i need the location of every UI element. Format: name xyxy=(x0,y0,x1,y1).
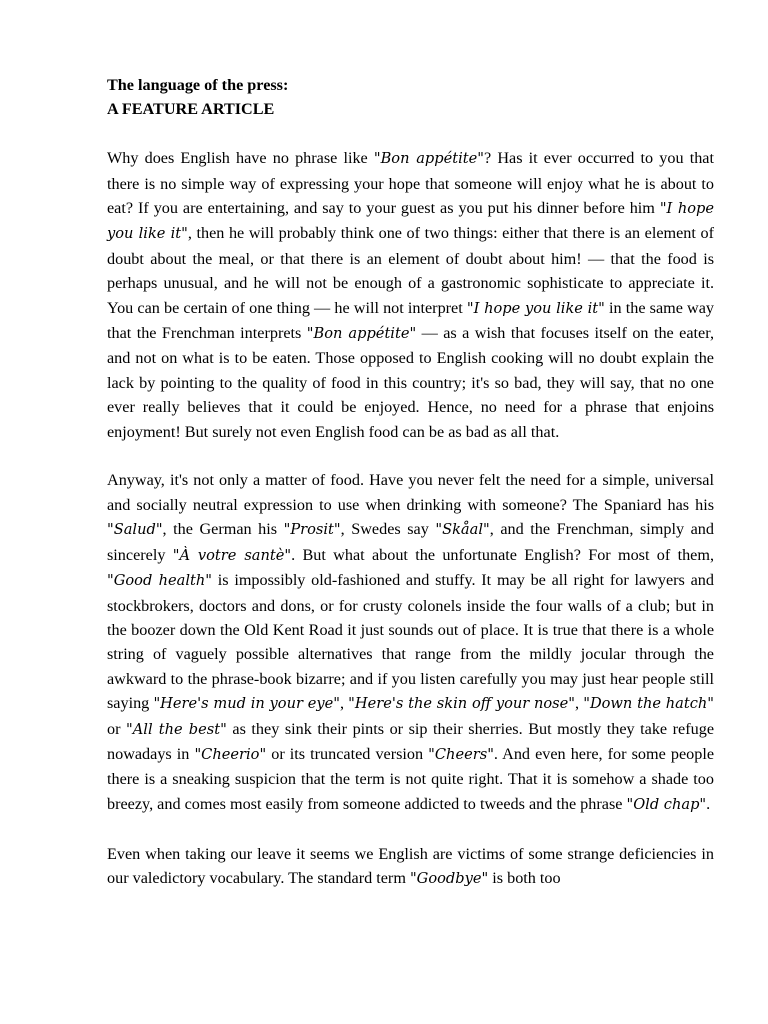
quoted-phrase: "Bon appétite" xyxy=(373,150,484,168)
heading-line-2: A FEATURE ARTICLE xyxy=(107,100,275,119)
quoted-phrase: "À votre santè" xyxy=(172,546,292,564)
quoted-phrase: "Cheers" xyxy=(428,745,494,763)
quoted-phrase: "Cheerio" xyxy=(194,745,267,763)
quoted-phrase: "Goodbye" xyxy=(409,869,489,887)
paragraph-text: , and the Frenchman, simply and sincerely xyxy=(107,520,714,564)
article-paragraph xyxy=(107,842,714,892)
paragraph-text: Why does English have no phrase like xyxy=(107,149,374,168)
paragraph-text: . xyxy=(706,794,711,813)
quoted-phrase: "I hope you like it" xyxy=(466,299,605,317)
paragraph-text: , the German his xyxy=(162,520,284,539)
article-paragraph xyxy=(107,146,714,444)
quoted-phrase: "I hope you like it" xyxy=(107,200,714,243)
quoted-phrase: "Here's mud in your eye" xyxy=(153,695,340,713)
paragraph-text: Anyway, it's not only a matter of food. Have you never felt the need for a simple, universal and socially neutral expression to use when drinking with someone? The Spaniard has his xyxy=(107,471,714,514)
paragraph-text: , xyxy=(575,694,584,713)
paragraph-text: as they sink their pints or sip their sherries. But mostly they take refuge nowadays in xyxy=(107,719,715,763)
paragraph-text: . But what about the unfortunate English? For most of them, xyxy=(291,545,714,564)
paragraph-text: is impossibly old-fashioned and stuffy. It may be all right for lawyers and stockbrokers, doctors and dons, or for crusty colonels inside the four walls of a club; but in the boozer down the Old Kent Road it just sounds out of place. It is true that there is a whole string of vaguely possible alternatives that range from the mildly jocular through the awkward to the phrase-book bizarre; and if you listen carefully you may just hear people still saying xyxy=(107,571,714,713)
paragraph-text: is both too xyxy=(488,868,561,887)
quoted-phrase: "Good health" xyxy=(107,572,213,590)
quoted-phrase: "Skåal" xyxy=(435,521,490,539)
document-page xyxy=(107,73,714,891)
article-body xyxy=(107,146,714,891)
paragraph-text: in the same way that the Frenchman interprets xyxy=(107,298,714,343)
quoted-phrase: "Bon appétite" xyxy=(306,325,417,343)
quoted-phrase: "All the best" xyxy=(126,720,227,738)
quoted-phrase: "Here's the skin off your nose" xyxy=(348,695,576,713)
paragraph-text: or xyxy=(107,719,127,738)
quoted-phrase: "Prosit" xyxy=(283,521,341,539)
paragraph-text: Even when taking our leave it seems we English are victims of some strange deficiencies in our valedictory vocabulary. The standard term xyxy=(107,844,714,887)
document-heading xyxy=(107,73,714,122)
quoted-phrase: "Old chap" xyxy=(626,795,707,813)
paragraph-text: , Swedes say xyxy=(340,520,436,539)
paragraph-text: . And even here, for some people there is a sneaking suspicion that the term is not quite right. That it is somehow a shade too breezy, and comes most easily from someone addicted to tweeds and the phrase xyxy=(107,744,714,813)
quoted-phrase: "Salud" xyxy=(107,521,163,539)
paragraph-text: ? Has it ever occurred to you that there is no simple way of expressing your hope that someone will enjoy what he is about to eat? If you are entertaining, and say to your guest as you put his dinner before him xyxy=(107,149,714,218)
heading-line-1: The language of the press: xyxy=(107,76,289,94)
paragraph-text: , xyxy=(339,694,349,713)
paragraph-text: or its truncated version xyxy=(266,744,429,763)
article-paragraph xyxy=(107,468,714,817)
paragraph-text: — as a wish that focuses itself on the eater, and not on what is to be eaten. Those opposed to English cooking will no doubt explain the lack by pointing to the quality of food in this country; it's so bad, they will say, that no one ever really believes that it could be enjoyed. Hence, no need for a phrase that enjoins enjoyment! But surely not even English food can be as bad as all that. xyxy=(107,324,715,441)
quoted-phrase: "Down the hatch" xyxy=(583,695,714,713)
paragraph-text: , then he will probably think one of two things: either that there is an element of doubt about the meal, or that there is an element of doubt about him! — that the food is perhaps unusual, and he will not be enough of a gastronomic sophisticate to appreciate it. You can be certain of one thing — he will not interpret xyxy=(107,224,714,317)
